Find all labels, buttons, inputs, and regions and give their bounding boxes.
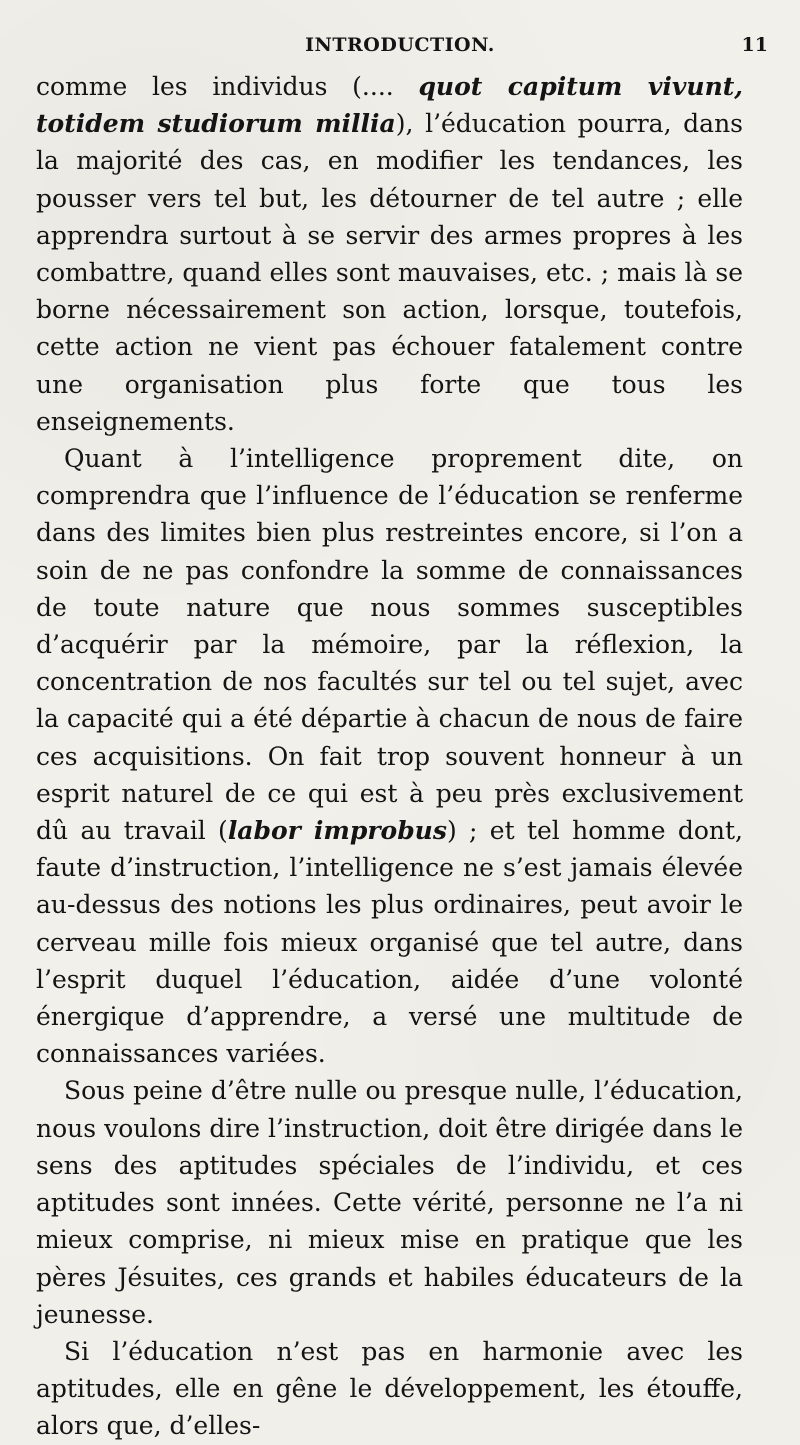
page-body-text [36,68,743,1445]
paragraph-2 [36,440,743,1072]
paragraph-4 [36,1333,743,1445]
running-title: INTRODUCTION. [305,34,495,56]
labor-improbus: labor improbus [227,816,447,846]
paragraph-2-text-1: Quant à l’intelligence proprement dite, on comprendra que l’influence de l’éducation se renferme dans des limites bien plus restreintes encore, si l’on a soin de ne pas confondre la somme de connaissances de toute nature que nous sommes susceptibles d’acquérir par la mémoire, par la réflexion, la concentration de nos facultés sur tel ou tel sujet, avec la capacité qui a été départie à chacun de nous de faire ces acquisitions. On fait trop souvent honneur à un esprit naturel de ce qui est à peu près exclusivement dû au travail ( [36,444,743,846]
paragraph-3-text: Sous peine d’être nulle ou presque nulle, l’éducation, nous voulons dire l’instruction, doit être dirigée dans le sens des aptitudes spéciales de l’individu, et ces aptitudes sont innées. Cette vérité, personne ne l’a ni mieux comprise, ni mieux mise en pratique que les pères Jésuites, ces grands et habiles éducateurs de la jeunesse. [36,1076,743,1329]
paragraph-3 [36,1072,743,1332]
page-header [0,30,800,60]
page-number: 11 [741,34,768,56]
paragraph-1 [36,68,743,440]
paragraph-1-text-1: comme les individus (.... [36,72,419,101]
paragraph-1-text-2: ), l’éducation pourra, dans la majorité des cas, en modifier les tendances, les pousser vers tel but, les détourner de tel autre ; elle apprendra surtout à se servir des armes propres à les combattre, quand elles sont mauvaises, etc. ; mais là se borne nécessairement son action, lorsque, toutefois, cette action ne vient pas échouer fatalement contre une organisation plus forte que tous les enseignements. [36,109,743,436]
paragraph-4-text: Si l’éducation n’est pas en harmonie avec les aptitudes, elle en gêne le développement, les étouffe, alors que, d’elles- [36,1336,743,1441]
latin-quotation: quot capitum vivunt, totidem studiorum millia [36,72,744,139]
paragraph-2-text-2: ) ; et tel homme dont, faute d’instruction, l’intelligence ne s’est jamais élevée au-dessus des notions les plus ordinaires, peut avoir le cerveau mille fois mieux organisé que tel autre, dans l’esprit duquel l’éducation, aidée d’une volonté énergique d’apprendre, a versé une multitude de connaissances variées. [36,816,743,1069]
